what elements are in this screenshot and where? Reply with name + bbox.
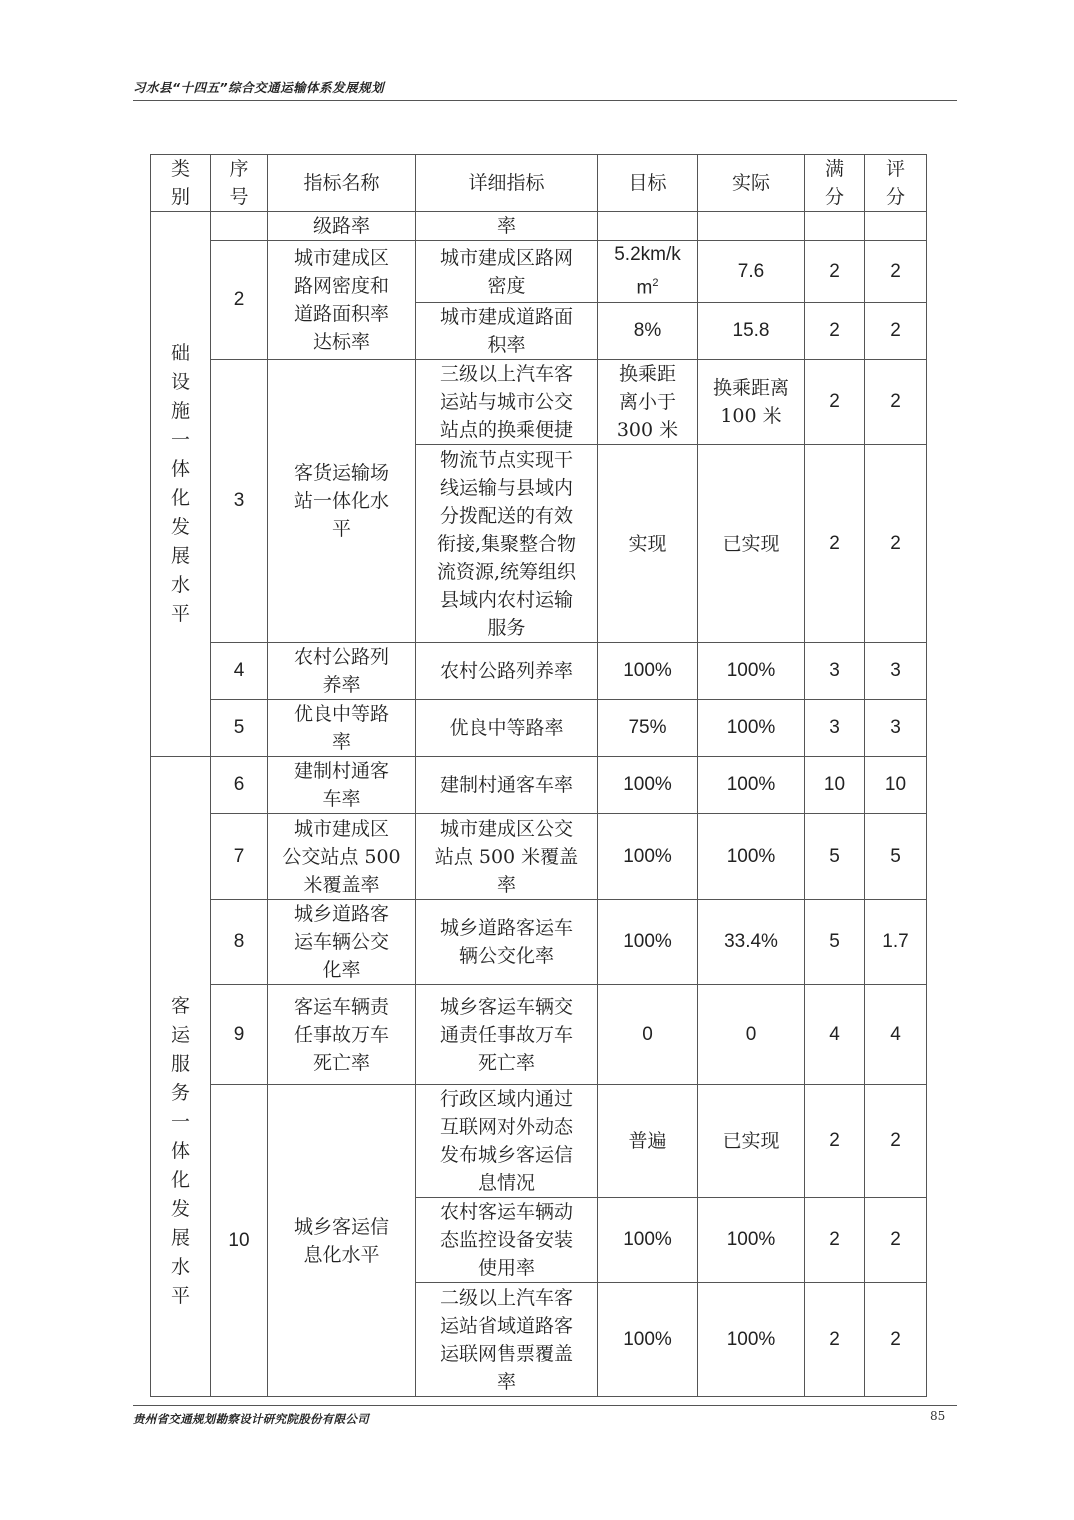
full-score-cell: 2 xyxy=(805,303,865,360)
score-cell: 5 xyxy=(865,814,927,900)
table-row xyxy=(151,241,927,303)
score-cell: 2 xyxy=(865,303,927,360)
seq-cell: 9 xyxy=(211,985,268,1085)
name-cell: 建制村通客 车率 xyxy=(268,757,416,814)
target-cell: 100% xyxy=(598,643,698,700)
actual-cell: 15.8 xyxy=(698,303,805,360)
seq-cell: 2 xyxy=(211,241,268,360)
score-cell: 2 xyxy=(865,1283,927,1397)
full-score-cell: 5 xyxy=(805,900,865,985)
score-cell: 3 xyxy=(865,700,927,757)
score-cell: 10 xyxy=(865,757,927,814)
name-cell: 客货运输场 站一体化水 平 xyxy=(268,360,416,643)
table-row xyxy=(151,700,927,757)
score-cell: 3 xyxy=(865,643,927,700)
header-detail: 详细指标 xyxy=(416,155,598,212)
name-cell: 优良中等路 率 xyxy=(268,700,416,757)
table-row xyxy=(151,360,927,445)
detail-cell: 城乡客运车辆交 通责任事故万车 死亡率 xyxy=(416,985,598,1085)
actual-cell: 100% xyxy=(698,1283,805,1397)
header-seq: 序 号 xyxy=(211,155,268,212)
target-cell: 100% xyxy=(598,814,698,900)
name-cell: 城市建成区 路网密度和 道路面积率 达标率 xyxy=(268,241,416,360)
evaluation-table xyxy=(150,154,927,1397)
target-text: 5.2km/k xyxy=(614,244,681,265)
full-score-cell: 3 xyxy=(805,643,865,700)
seq-cell: 3 xyxy=(211,360,268,643)
table-row xyxy=(151,643,927,700)
table-row xyxy=(151,212,927,241)
actual-cell: 换乘距离 100 米 xyxy=(698,360,805,445)
detail-cell: 城市建成区公交 站点 500 米覆盖 率 xyxy=(416,814,598,900)
seq-cell: 5 xyxy=(211,700,268,757)
score-cell: 2 xyxy=(865,1198,927,1283)
header-score: 评 分 xyxy=(865,155,927,212)
target-unit-exponent: 2 xyxy=(652,277,659,289)
name-cell: 农村公路列 养率 xyxy=(268,643,416,700)
detail-cell: 率 xyxy=(416,212,598,241)
detail-cell: 优良中等路率 xyxy=(416,700,598,757)
category-cell-passenger xyxy=(151,757,211,1397)
seq-cell: 7 xyxy=(211,814,268,900)
full-score-cell: 5 xyxy=(805,814,865,900)
detail-cell: 物流节点实现干 线运输与县域内 分拨配送的有效 衔接,集聚整合物 流资源,统筹组织 县域内农村运输 服务 xyxy=(416,445,598,643)
actual-cell: 已实现 xyxy=(698,445,805,643)
table-row xyxy=(151,900,927,985)
target-cell: 换乘距 离小于 300 米 xyxy=(598,360,698,445)
page-number: 85 xyxy=(930,1409,946,1423)
target-cell xyxy=(598,241,698,303)
full-score-cell: 2 xyxy=(805,445,865,643)
full-score-cell: 2 xyxy=(805,1085,865,1198)
target-unit-base: m xyxy=(636,277,653,299)
target-cell: 100% xyxy=(598,1283,698,1397)
detail-cell: 农村公路列养率 xyxy=(416,643,598,700)
full-score-cell: 4 xyxy=(805,985,865,1085)
actual-cell: 100% xyxy=(698,814,805,900)
score-cell: 4 xyxy=(865,985,927,1085)
name-cell: 城乡道路客 运车辆公交 化率 xyxy=(268,900,416,985)
table-row xyxy=(151,1085,927,1198)
score-cell xyxy=(865,212,927,241)
seq-cell: 4 xyxy=(211,643,268,700)
category-label: 础设施一体化发展水平 xyxy=(170,342,190,626)
detail-cell: 二级以上汽车客 运站省域道路客 运联网售票覆盖 率 xyxy=(416,1283,598,1397)
detail-cell: 城乡道路客运车 辆公交化率 xyxy=(416,900,598,985)
actual-cell: 100% xyxy=(698,643,805,700)
target-cell: 100% xyxy=(598,900,698,985)
target-cell: 8% xyxy=(598,303,698,360)
footer-divider xyxy=(133,1405,957,1406)
seq-cell: 10 xyxy=(211,1085,268,1397)
name-cell: 城乡客运信 息化水平 xyxy=(268,1085,416,1397)
category-label: 客运服务一体化发展水平 xyxy=(170,995,190,1308)
target-cell: 实现 xyxy=(598,445,698,643)
target-cell: 普遍 xyxy=(598,1085,698,1198)
actual-cell: 7.6 xyxy=(698,241,805,303)
actual-cell: 已实现 xyxy=(698,1085,805,1198)
actual-cell: 100% xyxy=(698,1198,805,1283)
target-cell: 100% xyxy=(598,757,698,814)
header-category: 类 别 xyxy=(151,155,211,212)
full-score-cell: 2 xyxy=(805,1283,865,1397)
seq-cell xyxy=(211,212,268,241)
target-cell xyxy=(598,212,698,241)
header-actual: 实际 xyxy=(698,155,805,212)
name-cell: 城市建成区 公交站点 500 米覆盖率 xyxy=(268,814,416,900)
actual-cell: 0 xyxy=(698,985,805,1085)
target-cell: 0 xyxy=(598,985,698,1085)
name-cell: 级路率 xyxy=(268,212,416,241)
score-cell: 1.7 xyxy=(865,900,927,985)
full-score-cell: 3 xyxy=(805,700,865,757)
seq-cell: 6 xyxy=(211,757,268,814)
table-row xyxy=(151,757,927,814)
full-score-cell: 2 xyxy=(805,1198,865,1283)
full-score-cell xyxy=(805,212,865,241)
header-target: 目标 xyxy=(598,155,698,212)
detail-cell: 行政区域内通过 互联网对外动态 发布城乡客运信 息情况 xyxy=(416,1085,598,1198)
category-cell-infrastructure xyxy=(151,212,211,757)
seq-cell: 8 xyxy=(211,900,268,985)
score-cell: 2 xyxy=(865,1085,927,1198)
full-score-cell: 2 xyxy=(805,241,865,303)
actual-cell: 100% xyxy=(698,700,805,757)
score-cell: 2 xyxy=(865,360,927,445)
footer-company: 贵州省交通规划勘察设计研究院股份有限公司 xyxy=(133,1412,369,1426)
detail-cell: 农村客运车辆动 态监控设备安装 使用率 xyxy=(416,1198,598,1283)
detail-cell: 城市建成区路网 密度 xyxy=(416,241,598,303)
table-header-row xyxy=(151,155,927,212)
full-score-cell: 10 xyxy=(805,757,865,814)
header-indicator-name: 指标名称 xyxy=(268,155,416,212)
table-row xyxy=(151,814,927,900)
detail-cell: 建制村通客车率 xyxy=(416,757,598,814)
detail-cell: 城市建成道路面 积率 xyxy=(416,303,598,360)
header-divider xyxy=(133,100,957,101)
header-full-score: 满 分 xyxy=(805,155,865,212)
document-header-title: 习水县“十四五”综合交通运输体系发展规划 xyxy=(133,80,385,95)
actual-cell: 33.4% xyxy=(698,900,805,985)
actual-cell xyxy=(698,212,805,241)
score-cell: 2 xyxy=(865,445,927,643)
name-cell: 客运车辆责 任事故万车 死亡率 xyxy=(268,985,416,1085)
score-cell: 2 xyxy=(865,241,927,303)
target-cell: 100% xyxy=(598,1198,698,1283)
table-row xyxy=(151,985,927,1085)
full-score-cell: 2 xyxy=(805,360,865,445)
detail-cell: 三级以上汽车客 运站与城市公交 站点的换乘便捷 xyxy=(416,360,598,445)
target-cell: 75% xyxy=(598,700,698,757)
actual-cell: 100% xyxy=(698,757,805,814)
